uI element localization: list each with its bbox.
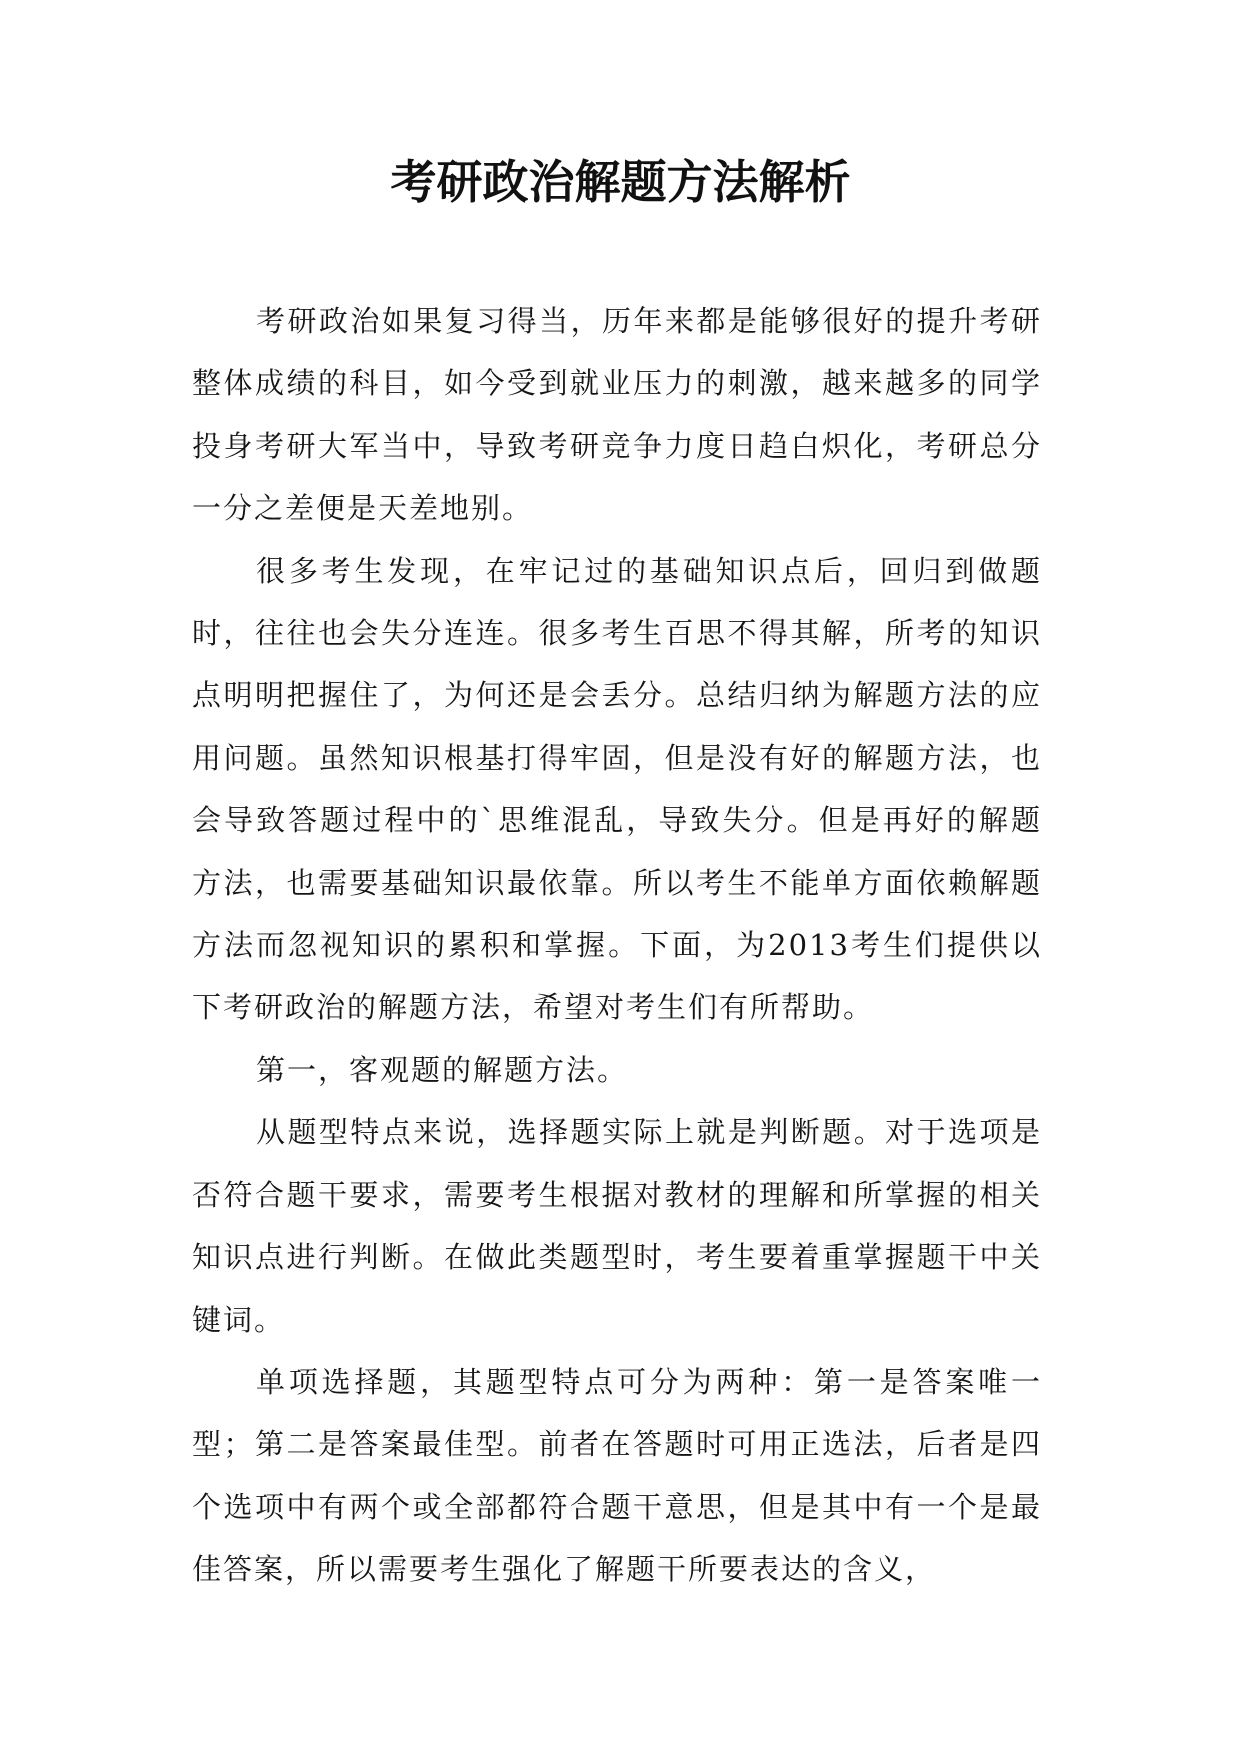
document-title: 考研政治解题方法解析 (390, 155, 851, 209)
document-body (192, 290, 1042, 1601)
paragraph-question-type: 从题型特点来说，选择题实际上就是判断题。对于选项是否符合题干要求，需要考生根据对教材的理解和所掌握的相关知识点进行判断。在做此类题型时，考生要着重掌握题干中关键词。 (192, 1115, 1042, 1337)
paragraph-problem: 很多考生发现，在牢记过的基础知识点后，回归到做题时，往往也会失分连连。很多考生百思不得其解，所考的知识点明明把握住了，为何还是会丢分。总结归纳为解题方法的应用问题。虽然知识根基打得牢固，但是没有好的解题方法，也会导致答题过程中的`思维混乱，导致失分。但是再好的解题方法，也需要基础知识最依靠。所以考生不能单方面依赖解题方法而忽视知识的累积和掌握。下面，为2013考生们提供以下考研政治的解题方法，希望对考生们有所帮助。 (192, 553, 1042, 1025)
paragraph-intro: 考研政治如果复习得当，历年来都是能够很好的提升考研整体成绩的科目，如今受到就业压力的刺激，越来越多的同学投身考研大军当中，导致考研竞争力度日趋白炽化，考研总分一分之差便是天差地别。 (192, 304, 1042, 526)
paragraph-single-choice: 单项选择题，其题型特点可分为两种：第一是答案唯一型；第二是答案最佳型。前者在答题时可用正选法，后者是四个选项中有两个或全部都符合题干意思，但是其中有一个是最佳答案，所以需要考生强化了解题干所要表达的含义， (192, 1364, 1042, 1587)
paragraph-section-heading: 第一，客观题的解题方法。 (256, 1052, 629, 1087)
